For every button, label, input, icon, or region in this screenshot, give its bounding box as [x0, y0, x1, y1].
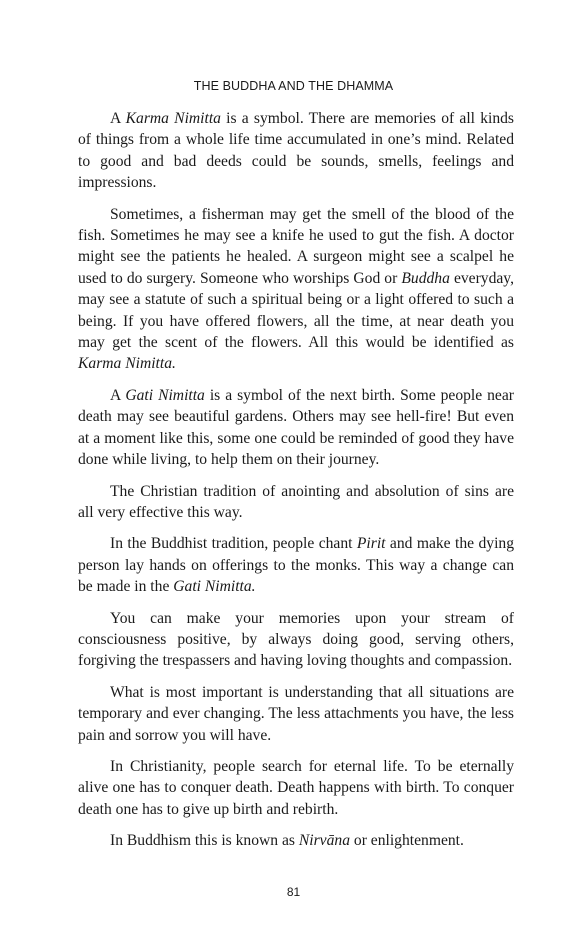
emphasis: Gati Nimitta — [125, 386, 205, 404]
paragraph — [78, 108, 514, 194]
paragraph — [78, 533, 514, 597]
text-run: In the Buddhist tradition, people chant — [110, 535, 357, 553]
text-run: is a symbol of the next birth. Some people near death may see beautiful gardens. Others may see hell-fire! But even at a moment like this, some one could be reminded of good they have done while living, to help them on their journey. — [78, 386, 514, 469]
paragraph — [78, 481, 514, 524]
emphasis: Pirit — [356, 535, 386, 553]
running-head: THE BUDDHA AND THE DHAMMA — [193, 79, 394, 93]
body-text — [78, 108, 514, 852]
paragraph — [78, 204, 514, 375]
emphasis: Karma Nimitta. — [78, 355, 176, 373]
paragraph — [78, 385, 514, 471]
emphasis: Karma Nimitta — [125, 110, 221, 127]
text-run: A — [110, 386, 126, 404]
text-run: What is most important is understanding that all situations are temporary and ever changing. The less attachments you have, the less pain and sorrow you will have. — [78, 683, 514, 744]
text-run: or enlightenment. — [350, 832, 464, 850]
page-number: 81 — [286, 885, 301, 899]
text-run: and make the dying person lay hands on offerings to the monks. This way a change can be made in the — [78, 535, 514, 596]
text-run: You can make your memories upon your stream of consciousness positive, by always doing good, serving others, forgiving the trespassers and having loving thoughts and compassion. — [78, 609, 514, 670]
text-run: everyday, may see a statute of such a spiritual being or a light offered to such a being. If you have offered flowers, all the time, at near death you may get the scent of the flowers. All this would be identified as — [78, 269, 514, 352]
text-run: Sometimes, a fisherman may get the smell of the blood of the fish. Sometimes he may see a knife he used to gut the fish. A doctor might see the patients he healed. A surgeon might see a scalpel he used to do surgery. Someone who worships God or — [78, 205, 514, 287]
text-run: A — [110, 110, 126, 127]
text-run: The Christian tradition of anointing and absolution of sins are all very effective this way. — [78, 482, 514, 521]
text-run: In Christianity, people search for eternal life. To be eternally alive one has to conquer death. Death happens with birth. To conquer death one has to give up birth and rebirth. — [78, 757, 514, 818]
paragraph — [78, 682, 514, 746]
emphasis: Nirvāna — [298, 832, 350, 850]
emphasis: Buddha — [401, 269, 450, 287]
paragraph — [78, 756, 514, 820]
emphasis: Gati Nimitta. — [173, 578, 256, 596]
paragraph — [78, 830, 514, 851]
text-run: is a symbol. There are memories of all kinds of things from a whole life time accumulated in one’s mind. Related to good and bad deeds could be sounds, smells, feelings and impressions. — [78, 110, 514, 192]
paragraph — [78, 608, 514, 672]
text-run: In Buddhism this is known as — [110, 832, 299, 850]
